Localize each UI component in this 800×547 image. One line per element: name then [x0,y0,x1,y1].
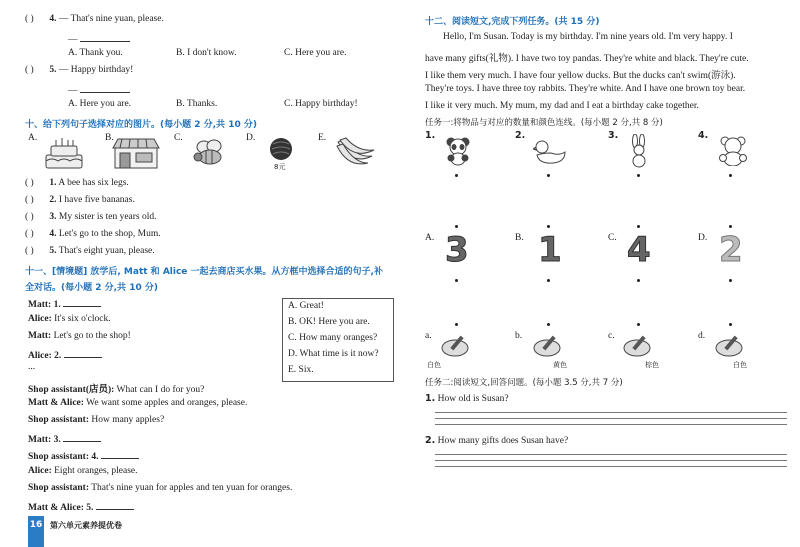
watermelon-icon [268,136,294,162]
answer-line[interactable] [435,412,787,413]
dialog-line-9 [28,432,101,445]
item-number: 5. [49,246,57,256]
dialog-text: We want some apples and oranges, please. [86,398,248,408]
answer-paren[interactable]: ( ) [25,212,34,222]
question-number: 1. [425,393,436,404]
birthday-cake-icon [40,137,88,171]
item-text: My sister is ten years old. [58,212,157,222]
speaker: Matt & Alice: [28,503,84,513]
dialog-line-6 [28,381,204,395]
passage-line-3: I like them very much. I have four yellow ducks. But the ducks can't swim(游泳). [425,71,736,81]
dialog-ellipsis: ... [28,362,36,372]
match-dot[interactable] [637,323,640,326]
passage-line-5: I like it very much. My mum, my dad and I eat a birthday cake together. [425,101,699,111]
dash: — [68,86,78,96]
box-option-d: D. What time is it now? [288,349,379,359]
question-text: How old is Susan? [437,394,509,404]
paint-palette-icon [441,334,471,358]
color-label-a: a. [425,331,432,341]
section-10-title: 十、给下列句子选择对应的图片。(每小题 2 分,共 10 分) [25,120,257,130]
answer-line[interactable] [435,424,787,425]
q4-reply-line [68,32,130,45]
box-option-c: C. How many oranges? [288,333,378,343]
color-text-d: 白色 [733,361,747,369]
options-box [282,298,394,382]
dialog-blank[interactable] [63,297,101,307]
dialog-line-2 [28,314,111,324]
bee-icon [192,137,228,167]
q5-option-b: B. Thanks. [176,99,218,109]
pic-label-c: C. [174,133,183,143]
number-label-a: A. [425,233,435,243]
toy-number-3: 3. [608,130,619,141]
color-label-d: d. [698,331,706,341]
box-option-a: A. Great! [288,301,324,311]
dialog-blank[interactable] [63,432,101,442]
pic-label-a: A. [28,133,38,143]
match-dot[interactable] [455,174,458,177]
item-text: Let's go to the shop, Mum. [58,229,161,239]
match-dot[interactable] [637,225,640,228]
dialog-text: 2. [54,351,62,361]
s10-item-4 [25,229,161,239]
number-1-graphic: 1 [538,230,562,270]
number-label-b: B. [515,233,524,243]
match-dot[interactable] [637,174,640,177]
s10-item-1 [25,178,129,188]
answer-paren[interactable]: ( ) [25,178,34,188]
speaker: Shop assistant: [28,415,89,425]
price-tag: 8元 [274,163,286,171]
number-4-graphic: 4 [627,230,651,270]
pic-label-e: E. [318,133,327,143]
answer-paren[interactable]: ( ) [25,195,34,205]
color-text-a: 白色 [427,361,441,369]
passage-line-4: They're toys. I have three toy rabbits. They're white. And I have one brown toy bear. [425,84,746,94]
item-text: That's eight yuan, please. [58,246,155,256]
number-3-graphic: 3 [445,230,469,270]
q4-option-c: C. Here you are. [284,48,347,58]
color-label-c: c. [608,331,615,341]
answer-paren[interactable]: ( ) [25,229,34,239]
answer-paren[interactable]: ( ) [25,246,34,256]
answer-line[interactable] [435,466,787,467]
q5-option-a: A. Here you are. [68,99,132,109]
match-dot[interactable] [547,279,550,282]
match-dot[interactable] [729,225,732,228]
speaker: Matt & Alice: [28,398,84,408]
toy-number-4: 4. [698,130,709,141]
toy-number-2: 2. [515,130,526,141]
dialog-line-10 [28,449,139,462]
answer-line[interactable] [435,418,787,419]
dialog-line-3 [28,331,131,341]
question-number: 4. [49,14,57,24]
item-number: 2. [49,195,57,205]
speaker: Alice: [28,351,52,361]
right-page [405,0,800,547]
section-11-title-line2: 全对话。(每小题 2 分,共 10 分) [25,283,158,293]
color-text-c: 棕色 [645,361,659,369]
pic-label-d: D. [246,133,256,143]
q5-option-c: C. Happy birthday! [284,99,358,109]
dash: — [68,35,78,45]
q4-option-b: B. I don't know. [176,48,237,58]
answer-line[interactable] [435,460,787,461]
s10-item-5 [25,246,155,256]
match-dot[interactable] [729,323,732,326]
dialog-text: 4. [91,452,99,462]
dialog-text: 1. [53,300,61,310]
speaker: Shop assistant: [28,483,89,493]
dialog-line-13 [28,500,134,513]
footer-title: 第六单元素养提优卷 [50,521,122,530]
reply-blank[interactable] [80,83,130,93]
q4-option-a: A. Thank you. [68,48,123,58]
q4-row [25,14,164,24]
dialog-line-7 [28,398,247,408]
page-number: 16 [28,516,44,547]
dialog-text: What can I do for you? [116,385,205,395]
box-option-e: E. Six. [288,365,314,375]
item-text: I have five bananas. [58,195,135,205]
dialog-text: Eight oranges, please. [54,466,138,476]
item-number: 3. [49,212,57,222]
reply-blank[interactable] [80,32,130,42]
task-2-title: 任务二:阅读短文,回答问题。(每小题 3.5 分,共 7 分) [425,378,623,388]
dialog-blank[interactable] [96,500,134,510]
color-label-b: b. [515,331,523,341]
match-dot[interactable] [547,323,550,326]
speaker: Matt: [28,331,52,341]
number-label-c: C. [608,233,617,243]
match-dot[interactable] [455,279,458,282]
task2-question-2 [425,435,568,446]
box-option-b: B. OK! Here you are. [288,317,370,327]
shop-icon [112,136,160,170]
item-text: A bee has six legs. [58,178,129,188]
dialog-text: Let's go to the shop! [53,331,131,341]
rabbit-icon [627,134,651,168]
q5-reply-line [68,83,130,96]
speaker: Matt: [28,435,52,445]
task2-question-1 [425,393,509,404]
dialog-blank[interactable] [101,449,139,459]
match-dot[interactable] [637,279,640,282]
toy-number-1: 1. [425,130,436,141]
number-2-graphic: 2 [719,230,743,270]
question-number: 2. [425,435,436,446]
match-dot[interactable] [455,323,458,326]
dialog-text: 3. [53,435,61,445]
dialog-blank[interactable] [64,348,102,358]
question-number: 5. [49,65,57,75]
item-number: 4. [49,229,57,239]
dialog-line-1 [28,297,101,310]
dialog-text: That's nine yuan for apples and ten yuan for oranges. [91,483,293,493]
match-dot[interactable] [455,225,458,228]
s10-item-3 [25,212,157,222]
panda-icon [443,136,473,166]
dialog-line-12 [28,483,292,493]
q5-row [25,65,133,75]
dialog-line-4 [28,348,102,361]
number-label-d: D. [698,233,708,243]
teddy-bear-icon [717,136,749,166]
paint-palette-icon [715,334,745,358]
answer-paren[interactable]: ( ) [25,14,34,24]
question-text: How many gifts does Susan have? [437,436,569,446]
dialog-line-11 [28,466,138,476]
passage-line-1: Hello, I'm Susan. Today is my birthday. I'm nine years old. I'm very happy. I [443,32,733,42]
speaker: Alice: [28,466,52,476]
pic-label-b: B. [105,133,114,143]
dialog-text: It's six o'clock. [54,314,111,324]
item-number: 1. [49,178,57,188]
dialog-text: 5. [86,503,94,513]
question-text: — That's nine yuan, please. [58,14,164,24]
paint-palette-icon [533,334,563,358]
speaker: Shop assistant: [28,452,89,462]
paint-palette-icon [623,334,653,358]
question-text: — Happy birthday! [58,65,134,75]
match-dot[interactable] [547,225,550,228]
speaker: Matt: [28,300,52,310]
speaker: Alice: [28,314,52,324]
s10-item-2 [25,195,135,205]
match-dot[interactable] [729,174,732,177]
color-text-b: 黄色 [553,361,567,369]
task-1-title: 任务一:将物品与对应的数量和颜色连线。(每小题 2 分,共 8 分) [425,118,663,128]
match-dot[interactable] [729,279,732,282]
answer-paren[interactable]: ( ) [25,65,34,75]
duck-icon [533,139,567,165]
section-12-title: 十二、阅读短文,完成下列任务。(共 15 分) [425,17,600,27]
dialog-line-8 [28,415,164,425]
passage-line-2: have many gifts(礼物). I have two toy pandas. They're white and black. They're cute. [425,54,749,64]
section-11-title-line1: 十一、[情境题] 放学后, Matt 和 Alice 一起去商店买水果。从方框中选择合适的句子,补 [25,267,383,277]
dialog-text: How many apples? [91,415,165,425]
answer-line[interactable] [435,454,787,455]
speaker: Shop assistant(店员): [28,385,115,395]
bananas-icon [334,136,376,166]
match-dot[interactable] [547,174,550,177]
